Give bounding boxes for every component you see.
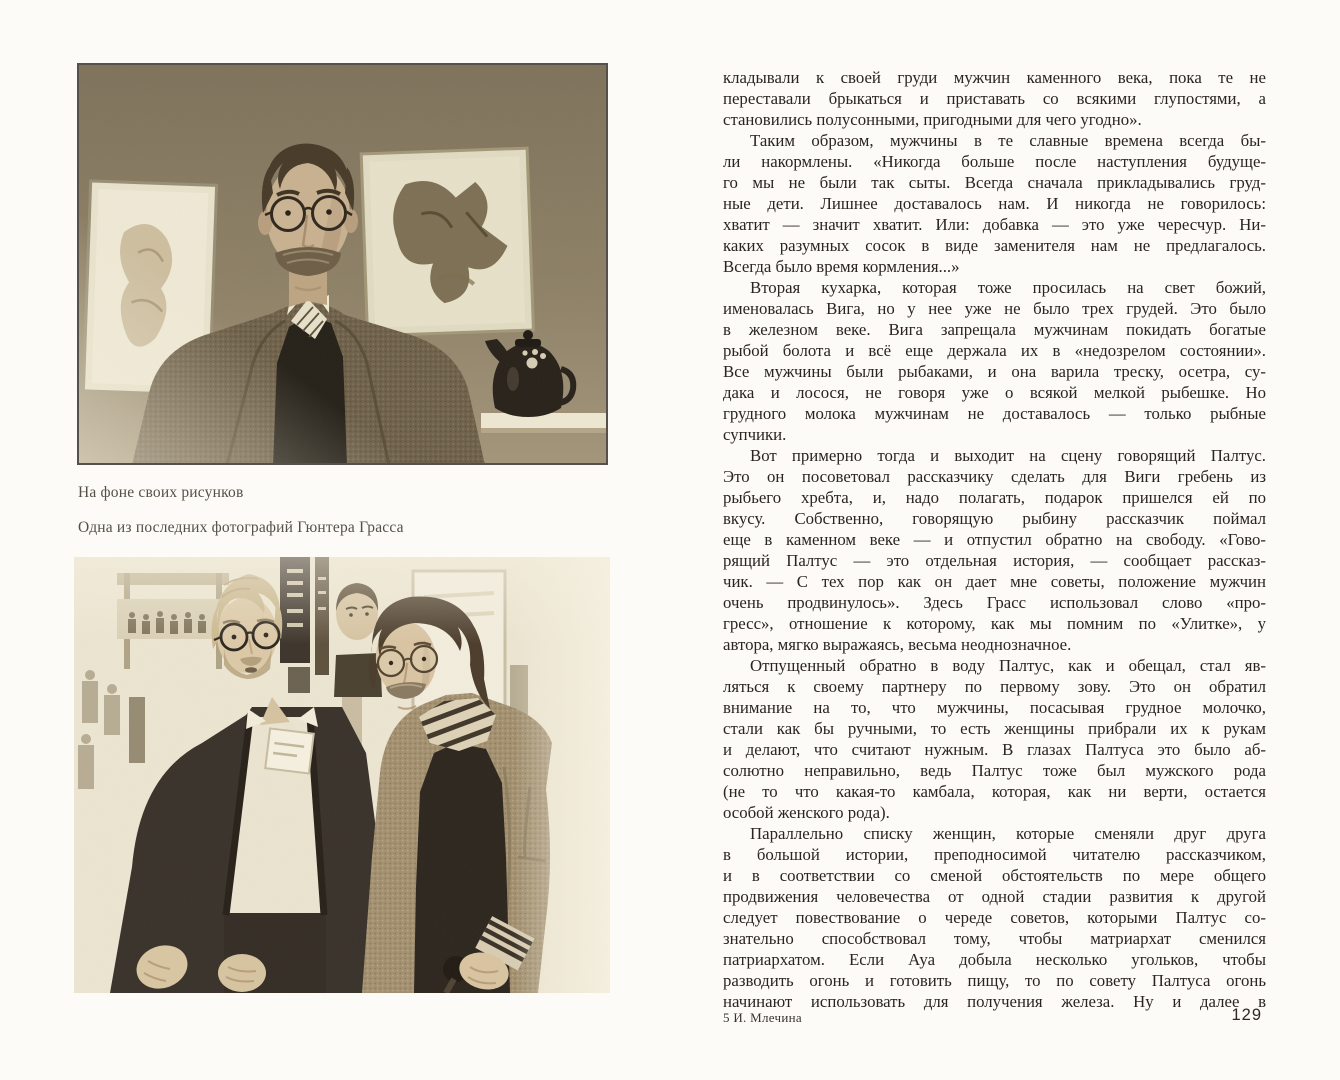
text-line: Параллельно списку женщин, которые сменяли друг друга — [750, 824, 1266, 843]
text-line: ные дети. Лишнее доставалось нам. И никогда не говорилось: — [723, 194, 1266, 213]
text-line: рыбьего хребта, и, надо полагать, подарок пришелся ей по — [723, 488, 1266, 507]
text-line: знательно способствовал тому, чтобы матриархат сменился — [723, 929, 1266, 948]
text-line: стали как бы ручными, то есть женщины прибрали их к рукам — [723, 719, 1266, 738]
photo-grass-portrait — [77, 63, 608, 465]
photo-grass-walking-image — [74, 557, 610, 993]
text-line: чик. — С тех пор как он дает мне советы, положение мужчин — [723, 572, 1266, 591]
text-line: гресс», отношение к которому, как мы помним по «Улитке», у — [723, 614, 1266, 633]
text-line: Вот примерно тогда и выходит на сцену говорящий Палтус. — [750, 446, 1266, 465]
text-line: и делают, что считают нужным. В глазах Палтуса это было аб- — [723, 740, 1266, 759]
text-line: переставали брыкаться и приставать со всякими глупостями, а — [723, 89, 1266, 108]
text-line: внимание на то, что мужчины, посасывая грудное молочко, — [723, 698, 1266, 717]
text-line: рыбой болота и всё еще держала их в «недозрелом состоянии». — [723, 341, 1266, 360]
photo-caption-1: На фоне своих рисунков — [78, 484, 244, 501]
text-line: Таким образом, мужчины в те славные времена всегда бы- — [750, 131, 1266, 150]
text-line: Отпущенный обратно в воду Палтус, как и обещал, стал яв- — [750, 656, 1266, 675]
text-line: особой женского рода). — [723, 803, 890, 822]
text-line: вкусу. Собственно, говорящую рыбину рассказчик поймал — [723, 509, 1266, 528]
text-line: еще в каменном веке — и отпустил обратно на свободу. «Гово- — [723, 530, 1266, 549]
text-line: (не то что какая-то камбала, которая, как ни верти, остается — [723, 782, 1266, 801]
photo-grass-portrait-image — [77, 63, 608, 465]
text-line: очень продвинулось». Здесь Грасс использовал слово «про- — [723, 593, 1266, 612]
text-line: грудного молока мужчинам не доставалось — только рыбные — [723, 404, 1266, 423]
photo-grain-2 — [74, 557, 610, 993]
text-line: супчики. — [723, 425, 787, 444]
text-line: и в соответствии со сменой обстоятельств по мере общего — [723, 866, 1266, 885]
text-line: хватит — значит хватит. Или: добавка — это уже чересчур. Ни- — [723, 215, 1266, 234]
text-line: продвижения человечества от одной стадии развития к другой — [723, 887, 1266, 906]
photo-grain — [77, 63, 608, 465]
text-line: становились полусонными, пригодными для чего угодно». — [723, 110, 1142, 129]
text-line: патриархатом. Если Ауа добыла несколько угольков, чтобы — [723, 950, 1266, 969]
text-line: ли накормлены. «Никогда больше после наступления будуще- — [723, 152, 1266, 171]
text-line: солютно неправильно, ведь Палтус тоже был мужского рода — [723, 761, 1266, 780]
text-line: рящий Палтус — это отдельная история, — сообщает рассказ- — [723, 551, 1266, 570]
page-footer — [723, 1006, 1266, 1028]
page-number: 129 — [1231, 1006, 1262, 1024]
text-line: автора, мягко выражаясь, весьма неоднозначное. — [723, 635, 1072, 654]
text-line: Всегда было время кормления...» — [723, 257, 960, 276]
text-line: следует повествование о череде советов, которыми Палтус со- — [723, 908, 1266, 927]
text-line: кладывали к своей груди мужчин каменного века, пока те не — [723, 68, 1266, 87]
body-text — [723, 67, 1266, 1012]
text-line: Все мужчины были рыбаками, и она варила треску, осетра, су- — [723, 362, 1266, 381]
text-line: дака и лосося, не говоря уже о всякой мелкой рыбешке. Но — [723, 383, 1266, 402]
text-line: в железном веке. Вига запрещала мужчинам покидать богатые — [723, 320, 1266, 339]
photo-grass-walking — [74, 557, 610, 993]
text-line: каких разумных сосок в виде заменителя нам не предлагалось. — [723, 236, 1266, 255]
page-right — [670, 0, 1340, 1080]
text-line: в большой истории, преподносимой читателю рассказчиком, — [723, 845, 1266, 864]
photo-caption-2: Одна из последних фотографий Гюнтера Грасса — [78, 519, 404, 536]
text-line: Это он посоветовал рассказчику сделать для Виги гребень из — [723, 467, 1266, 486]
text-line: ляться к своему партнеру по первому зову. Это он обратил — [723, 677, 1266, 696]
printer-signature: 5 И. Млечина — [723, 1010, 802, 1025]
text-line: именовалась Вига, но у нее уже не было трех грудей. Это было — [723, 299, 1266, 318]
text-line: начинают использовать для получения железа. Ну и далее в — [723, 992, 1266, 1011]
text-line: го мы не были так сыты. Всегда сначала прикладывались груд- — [723, 173, 1266, 192]
text-line: Вторая кухарка, которая тоже просилась на свет божий, — [750, 278, 1266, 297]
text-line: разводить огонь и готовить пищу, то по совету Палтуса огонь — [723, 971, 1266, 990]
